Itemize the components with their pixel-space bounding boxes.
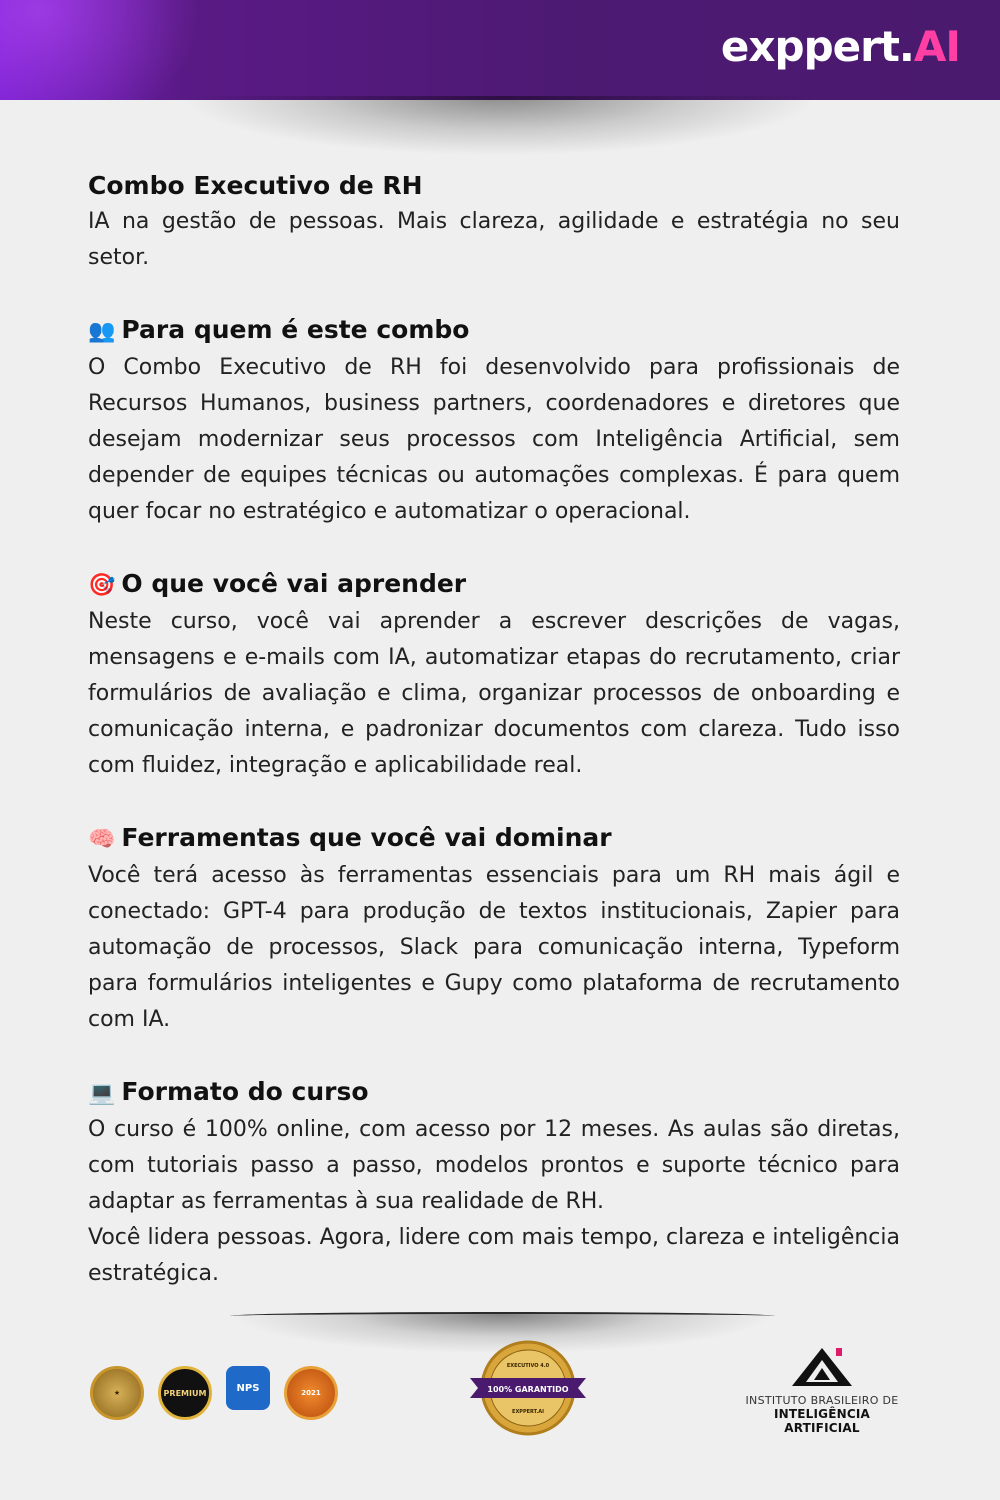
section-format	[88, 1074, 900, 1292]
header-glow	[0, 0, 200, 100]
heading-text: Para quem é este combo	[121, 315, 470, 344]
section-tools	[88, 820, 900, 1038]
nps-badge: NPS	[226, 1366, 270, 1410]
section-paragraph: Você lidera pessoas. Agora, lidere com mais tempo, clareza e inteligência estratégica.	[88, 1225, 900, 1286]
guarantee-seal	[468, 1340, 588, 1436]
section-heading	[88, 566, 900, 604]
section-paragraph: O Combo Executivo de RH foi desenvolvido para profissionais de Recursos Humanos, business partners, coordenadores e diretores que desejam modernizar seus processos com Inteligência Artificial, sem depender de equipes técnicas ou automações complexas. É para quem quer focar no estratégico e automatizar o operacional.	[88, 355, 900, 524]
section-heading	[88, 820, 900, 858]
institute-logo	[742, 1346, 902, 1435]
institute-triangle-icon	[790, 1346, 854, 1388]
award-2021-badge: 2021	[284, 1366, 338, 1420]
gold-medal-icon: ★	[90, 1366, 144, 1420]
intro-section	[88, 168, 900, 276]
heading-text: Formato do curso	[121, 1077, 369, 1106]
header-shadow	[180, 96, 820, 156]
quality-badges	[90, 1366, 338, 1420]
header-bar	[0, 0, 1000, 100]
logo-ai: AI	[913, 22, 960, 71]
seal-ribbon-text: 100% GARANTIDO	[487, 1385, 569, 1394]
section-audience	[88, 312, 900, 530]
people-icon: 👥	[88, 319, 116, 344]
heading-text: O que você vai aprender	[121, 569, 467, 598]
page-subtitle: IA na gestão de pessoas. Mais clareza, agilidade e estratégia no seu setor.	[88, 209, 900, 270]
main-content	[88, 168, 900, 1328]
section-paragraph: O curso é 100% online, com acesso por 12 meses. As aulas são diretas, com tutoriais passo a passo, modelos prontos e suporte técnico para adaptar as ferramentas à sua realidade de RH.	[88, 1117, 900, 1214]
section-heading	[88, 1074, 900, 1112]
seal-bottom-text: EXPPERT.AI	[512, 1409, 544, 1415]
page-title: Combo Executivo de RH	[88, 171, 423, 200]
section-paragraph: Neste curso, você vai aprender a escrever descrições de vagas, mensagens e e-mails com IA, automatizar etapas do recrutamento, criar formulários de avaliação e clima, organizar processos de onboarding e comunicação interna, e padronizar documentos com clareza. Tudo isso com fluidez, integração e aplicabilidade real.	[88, 609, 900, 778]
premium-badge: PREMIUM	[158, 1366, 212, 1420]
section-paragraph: Você terá acesso às ferramentas essenciais para um RH mais ágil e conectado: GPT-4 para produção de textos institucionais, Zapier para automação de processos, Slack para comunicação interna, Typeform para formulários inteligentes e Gupy como plataforma de recrutamento com IA.	[88, 863, 900, 1032]
institute-line1: INSTITUTO BRASILEIRO DE	[745, 1394, 899, 1407]
institute-line2: INTELIGÊNCIA ARTIFICIAL	[773, 1407, 871, 1435]
laptop-icon: 💻	[88, 1081, 116, 1106]
heading-text: Ferramentas que você vai dominar	[121, 823, 612, 852]
seal-top-text: EXECUTIVO 4.0	[506, 1363, 550, 1369]
target-icon: 🎯	[88, 573, 116, 598]
logo-text: exppert.	[720, 22, 914, 71]
exppert-logo[interactable]	[721, 22, 960, 71]
section-learn	[88, 566, 900, 784]
section-heading	[88, 312, 900, 350]
brain-icon: 🧠	[88, 827, 116, 852]
